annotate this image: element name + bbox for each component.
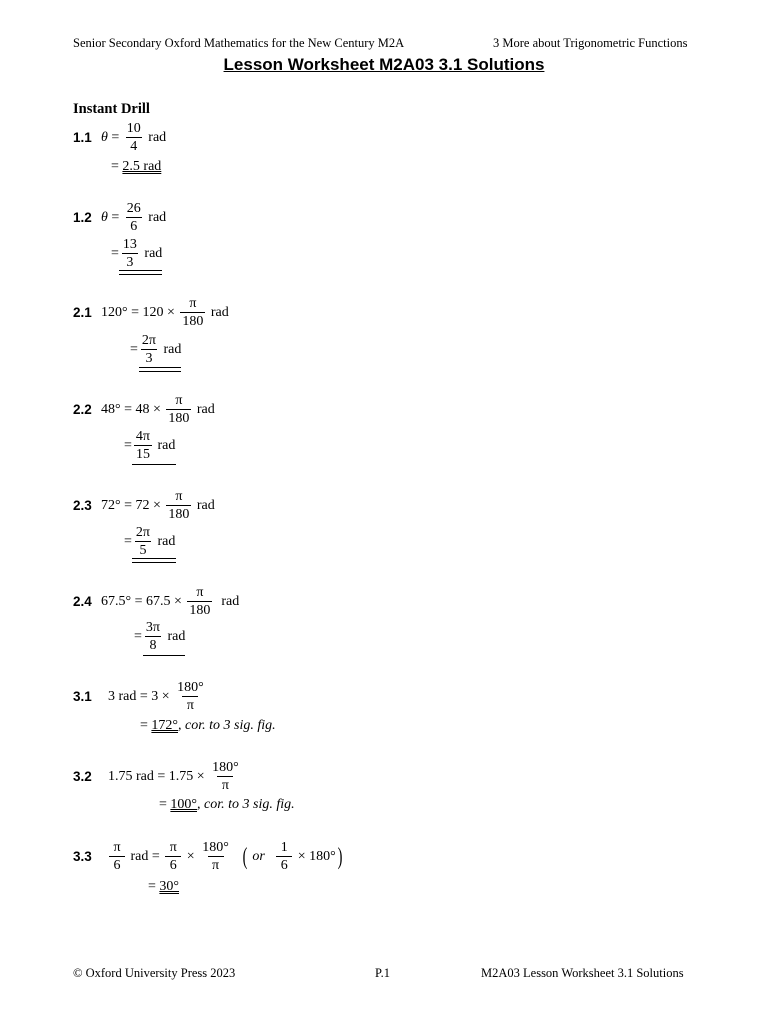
- equation-line: [101, 393, 215, 426]
- numerator: π: [189, 296, 197, 311]
- page-number: P.1: [375, 966, 390, 980]
- accuracy-note: , cor. to 3 sig. fig.: [197, 797, 295, 812]
- expression: 67.5° = 67.5 ×: [101, 593, 186, 609]
- denominator: 180: [189, 603, 211, 618]
- numerator: 3π: [145, 620, 160, 635]
- final-answer: 172°: [151, 718, 179, 733]
- section-heading: Instant Drill: [73, 101, 150, 117]
- unit: rad: [159, 341, 182, 357]
- unit: rad: [153, 437, 176, 453]
- equation-line: [108, 680, 208, 713]
- fraction: [200, 840, 231, 873]
- page-title: Lesson Worksheet M2A03 3.1 Solutions: [223, 55, 545, 74]
- accuracy-note: , cor. to 3 sig. fig.: [178, 718, 276, 733]
- fraction: [210, 760, 241, 793]
- equation-line: [101, 296, 229, 329]
- question-number: 3.3: [73, 849, 92, 864]
- fraction: [109, 840, 125, 873]
- denominator: 5: [135, 541, 151, 558]
- answer-fraction: [134, 429, 152, 462]
- unit: rad: [193, 497, 215, 513]
- equals: =: [111, 245, 119, 261]
- equals: =: [130, 341, 138, 357]
- footer-copyright: © Oxford University Press 2023: [73, 966, 236, 980]
- equals: =: [124, 533, 132, 549]
- numerator: 26: [126, 201, 141, 216]
- single-underline: [132, 464, 176, 465]
- equals: =: [140, 718, 152, 733]
- denominator: 4: [126, 137, 142, 154]
- fraction: [125, 201, 143, 234]
- expression: 48° = 48 ×: [101, 401, 165, 417]
- fraction: [166, 489, 191, 522]
- numerator: 4π: [135, 429, 150, 444]
- running-header-left: Senior Secondary Oxford Mathematics for the New Century M2A: [73, 36, 405, 50]
- denominator: 6: [126, 217, 142, 234]
- equals: =: [134, 628, 142, 644]
- answer-line: [111, 159, 161, 175]
- right-parenthesis: ): [337, 843, 343, 870]
- final-answer: 100°: [170, 797, 198, 812]
- fraction: [276, 840, 292, 873]
- footer-doc-title: M2A03 Lesson Worksheet 3.1 Solutions: [481, 966, 684, 980]
- denominator: 3: [141, 349, 157, 366]
- numerator: π: [196, 585, 204, 600]
- equals: =: [107, 129, 123, 145]
- equals: =: [148, 848, 164, 864]
- unit: rad: [153, 533, 176, 549]
- fraction: [165, 840, 181, 873]
- unit: rad: [140, 245, 163, 261]
- equals: =: [148, 879, 160, 894]
- denominator: π: [208, 856, 224, 873]
- theta-symbol: θ: [101, 129, 108, 145]
- answer-fraction: [140, 333, 158, 366]
- denominator: 180: [168, 411, 190, 426]
- numerator: 180°: [212, 760, 239, 775]
- answer-fraction: [144, 620, 162, 653]
- expression: 120° = 120 ×: [101, 304, 179, 320]
- fraction: [180, 296, 205, 329]
- numerator: π: [169, 840, 177, 855]
- denominator: π: [217, 776, 233, 793]
- final-answer: 30°: [159, 879, 180, 894]
- numerator: 180°: [177, 680, 204, 695]
- answer-line: [159, 797, 295, 813]
- equals: =: [111, 159, 123, 174]
- expression: 3 rad = 3 ×: [108, 688, 174, 704]
- left-parenthesis: (: [242, 843, 248, 870]
- equals: =: [107, 209, 123, 225]
- numerator: π: [175, 393, 183, 408]
- equation-line: [108, 760, 243, 793]
- equation-line: [101, 585, 239, 618]
- unit: rad: [163, 628, 186, 644]
- unit: rad: [214, 593, 240, 609]
- numerator: 2π: [135, 525, 150, 540]
- double-underline: [132, 558, 176, 563]
- question-number: 1.1: [73, 130, 92, 145]
- answer-line: [134, 620, 185, 653]
- fraction: [175, 680, 206, 713]
- or-word: or: [248, 848, 269, 864]
- denominator: 6: [165, 856, 181, 873]
- question-number: 2.2: [73, 402, 92, 417]
- denominator: 8: [145, 636, 161, 653]
- unit: rad: [144, 209, 167, 225]
- answer-line: [111, 237, 162, 270]
- fraction: [166, 393, 191, 426]
- fraction: [125, 121, 143, 154]
- denominator: 3: [122, 253, 138, 270]
- final-answer: 2.5 rad: [122, 159, 162, 174]
- equals: =: [159, 797, 171, 812]
- answer-fraction: [134, 525, 152, 558]
- theta-symbol: θ: [101, 209, 108, 225]
- denominator: π: [182, 696, 198, 713]
- numerator: π: [175, 489, 183, 504]
- numerator: π: [113, 840, 121, 855]
- denominator: 180: [182, 314, 204, 329]
- denominator: 6: [109, 856, 125, 873]
- question-number: 3.1: [73, 689, 92, 704]
- double-underline: [119, 270, 162, 275]
- unit: rad: [193, 401, 215, 417]
- equation-line: [101, 489, 215, 522]
- answer-line: [140, 718, 276, 734]
- expression: × 180°: [294, 848, 336, 864]
- numerator: 180°: [202, 840, 229, 855]
- answer-fraction: [121, 237, 139, 270]
- question-number: 2.3: [73, 498, 92, 513]
- fraction: [187, 585, 212, 618]
- numerator: 1: [280, 840, 288, 855]
- denominator: 6: [276, 856, 292, 873]
- running-header-right: 3 More about Trigonometric Functions: [493, 36, 688, 50]
- numerator: 13: [122, 237, 137, 252]
- numerator: 10: [126, 121, 141, 136]
- equation-line: [107, 840, 344, 873]
- equation-line: [101, 201, 166, 234]
- unit: rad: [127, 848, 149, 864]
- answer-line: [130, 333, 181, 366]
- equation-line: [101, 121, 166, 154]
- denominator: 180: [168, 507, 190, 522]
- unit: rad: [207, 304, 229, 320]
- expression: 72° = 72 ×: [101, 497, 165, 513]
- numerator: 2π: [141, 333, 156, 348]
- answer-line: [124, 525, 175, 558]
- question-number: 3.2: [73, 769, 92, 784]
- equals: =: [124, 437, 132, 453]
- double-underline: [139, 367, 181, 372]
- question-number: 2.4: [73, 594, 92, 609]
- answer-line: [124, 429, 175, 462]
- times: ×: [183, 848, 199, 864]
- question-number: 2.1: [73, 305, 92, 320]
- answer-line: [148, 879, 179, 895]
- question-number: 1.2: [73, 210, 92, 225]
- single-underline: [143, 655, 185, 656]
- expression: 1.75 rad = 1.75 ×: [108, 768, 209, 784]
- unit: rad: [144, 129, 167, 145]
- denominator: 15: [135, 447, 150, 462]
